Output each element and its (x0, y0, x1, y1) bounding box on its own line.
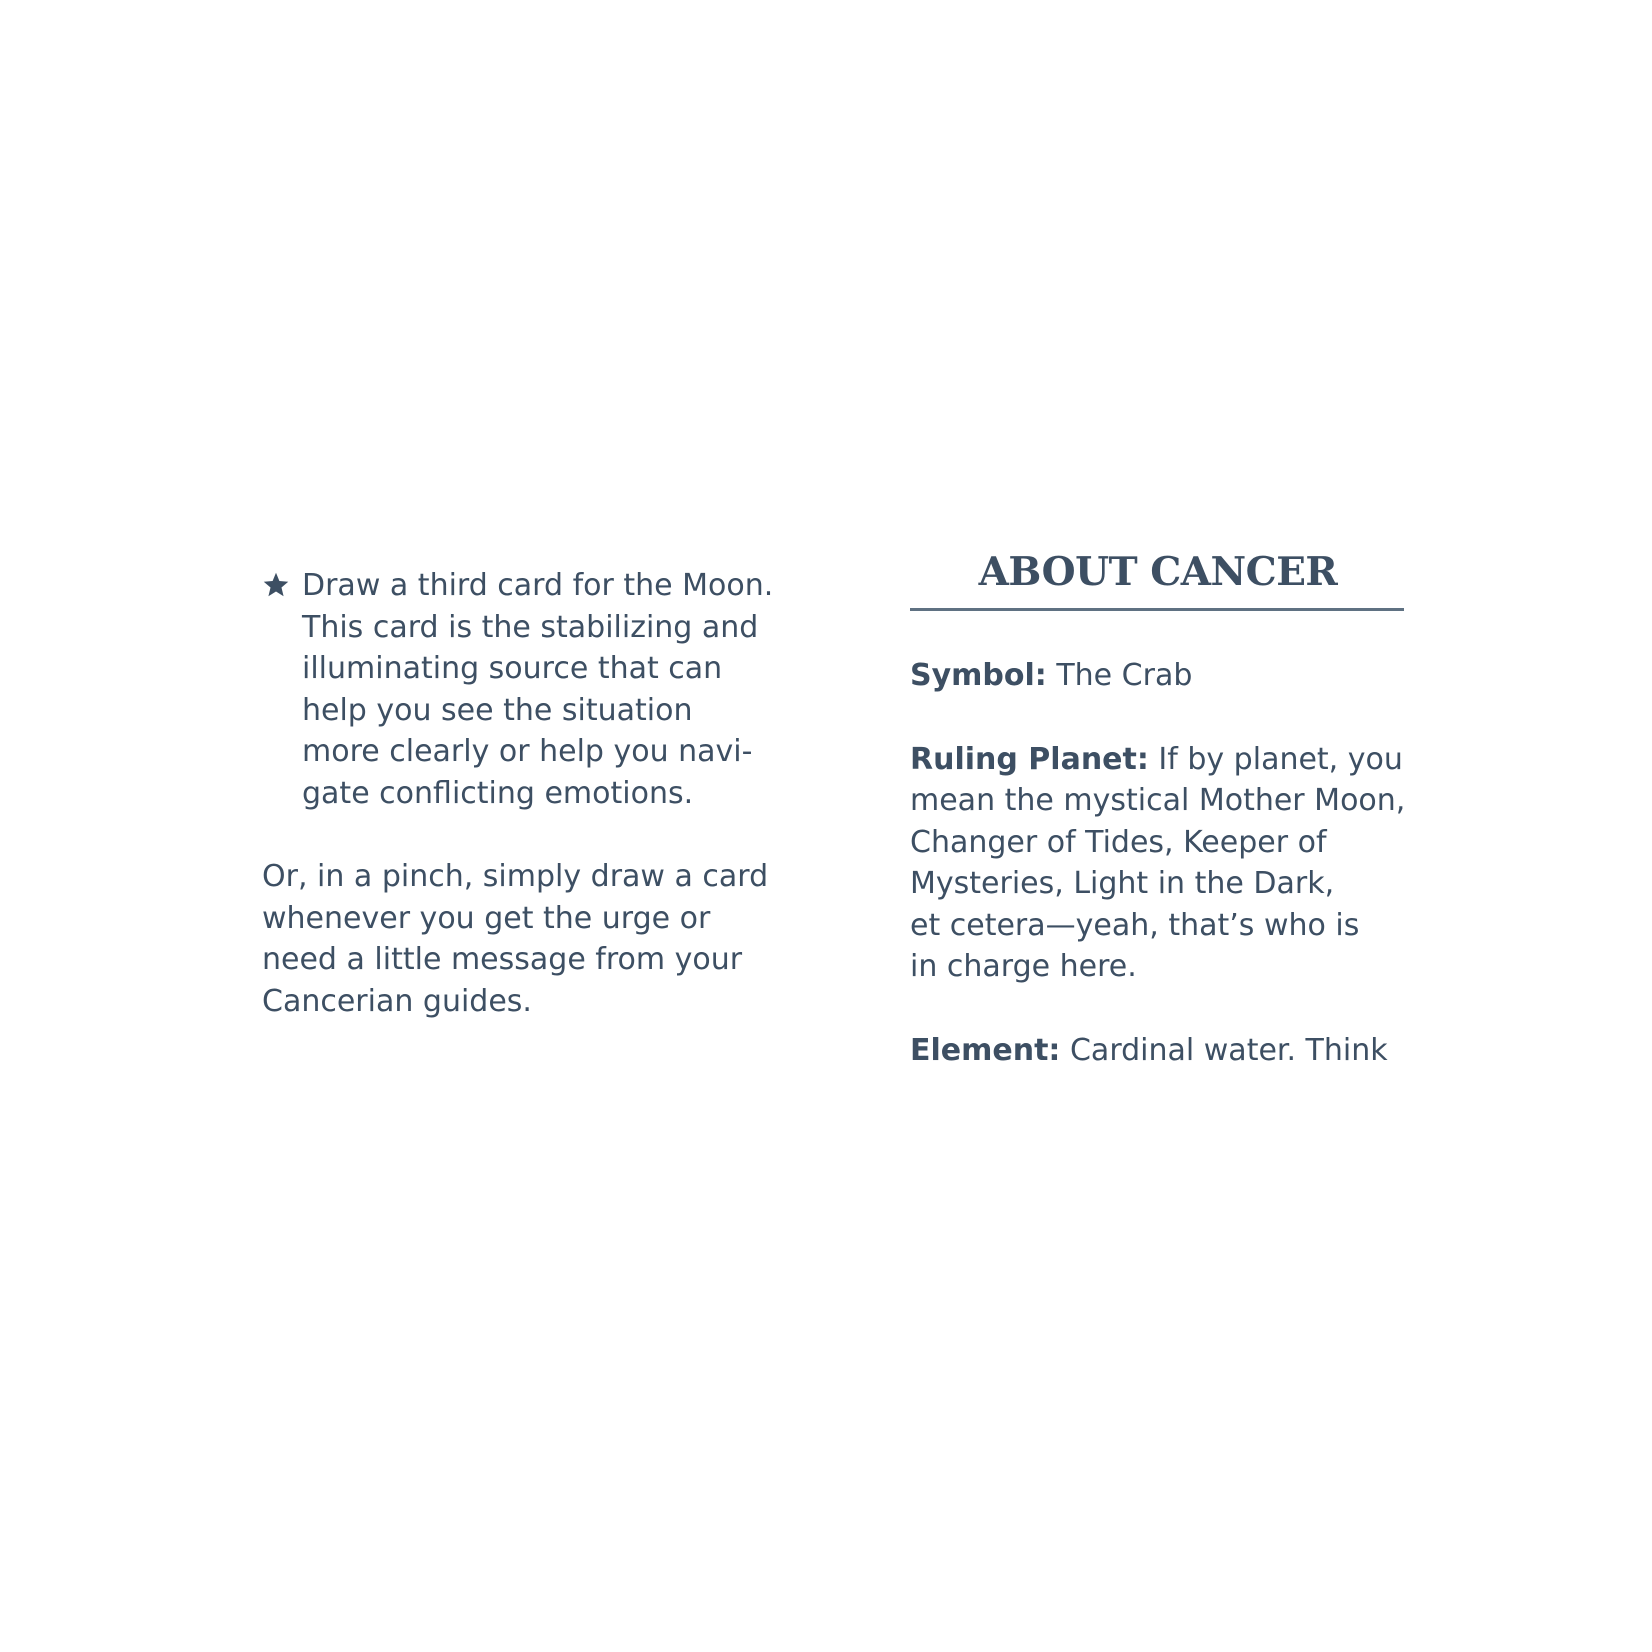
bullet-line-1: Draw a third card for the Moon. (302, 568, 774, 603)
symbol-entry (910, 655, 1406, 697)
heading-rule (910, 608, 1404, 611)
ruling-planet-line-3: Changer of Tides, Keeper of (910, 824, 1327, 860)
element-label: Element: (910, 1032, 1061, 1068)
symbol-label: Symbol: (910, 658, 1047, 693)
paragraph-line-4: Cancerian guides. (262, 983, 532, 1019)
star-icon (262, 571, 290, 599)
ruling-planet-label: Ruling Planet: (910, 741, 1149, 777)
bullet-line-6: gate conflicting emotions. (302, 775, 694, 811)
bullet-line-3: illuminating source that can (302, 651, 723, 686)
right-page (910, 548, 1406, 1071)
section-heading: ABOUT CANCER (978, 549, 1338, 595)
left-page (262, 565, 782, 1022)
ruling-planet-first-text: If by planet, you (1158, 741, 1403, 777)
element-line (910, 1030, 1406, 1072)
ruling-planet-entry (910, 739, 1406, 988)
ruling-planet-line-2: mean the mystical Mother Moon, (910, 783, 1406, 818)
moon-card-bullet (262, 565, 782, 814)
element-entry (910, 1030, 1406, 1072)
paragraph-line-1: Or, in a pinch, simply draw a card (262, 859, 769, 894)
symbol-line (910, 655, 1406, 697)
bullet-line-4: help you see the situation (302, 692, 693, 728)
element-text: Cardinal water. Think (1069, 1032, 1388, 1068)
pinch-paragraph (262, 856, 782, 1022)
paragraph-line-2: whenever you get the urge or (262, 900, 711, 936)
ruling-planet-line-5: et cetera—yeah, that’s who is (910, 907, 1360, 943)
symbol-text: The Crab (1056, 658, 1193, 693)
paragraph-line-3: need a little message from your (262, 942, 743, 977)
bullet-line-5: more clearly or help you navi- (302, 734, 753, 769)
ruling-planet-line-4: Mysteries, Light in the Dark, (910, 866, 1335, 901)
bullet-line-2: This card is the stabilizing and (302, 609, 759, 645)
ruling-planet-line-1 (910, 739, 1406, 781)
ruling-planet-line-6: in charge here. (910, 949, 1137, 984)
